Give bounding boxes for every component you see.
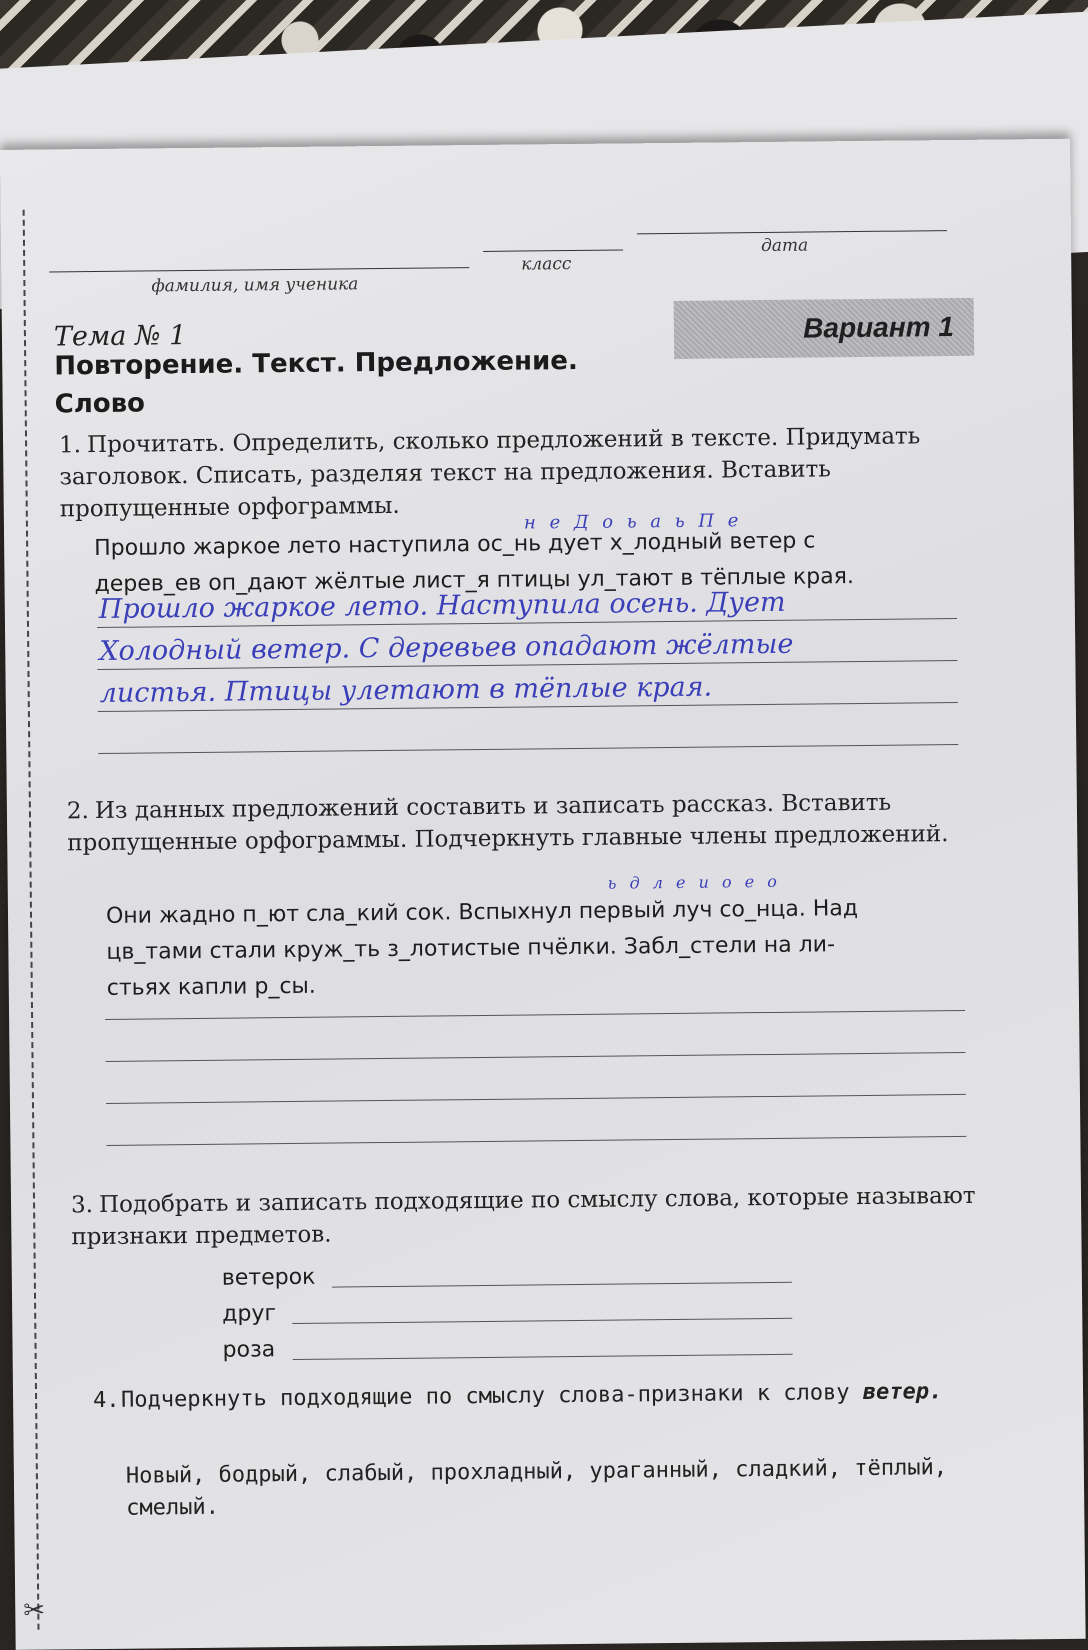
- task2-text: [106, 890, 987, 1007]
- writing-line[interactable]: [106, 1136, 966, 1146]
- class-line[interactable]: [483, 249, 623, 251]
- topic-number: Тема № 1: [53, 320, 187, 353]
- writing-line[interactable]: [106, 1052, 966, 1062]
- word-veterok: ветерок: [221, 1264, 316, 1291]
- handwritten-line: листья. Птицы улетают в тёплые края.: [99, 671, 713, 709]
- task4-instruction: [93, 1376, 993, 1417]
- word-drug: друг: [222, 1301, 277, 1327]
- student-name-line[interactable]: [49, 267, 469, 272]
- task1-instruction-text: Прочитать. Определить, сколько предложений в тексте. Придумать заголовок. Списать, разделяя текст на предложения. Вставить пропущенные орфограммы.: [59, 423, 921, 523]
- date-line[interactable]: [637, 230, 947, 234]
- writing-line[interactable]: [105, 1010, 965, 1020]
- task2-text-line3: стьях капли р_сы.: [106, 973, 316, 1001]
- task2-number: 2.: [66, 798, 90, 825]
- answer-line[interactable]: [293, 1354, 793, 1360]
- task1-number: 1.: [58, 432, 82, 459]
- task3-instruction: [71, 1180, 982, 1254]
- task1-text-line1: Прошло жаркое лето наступила ос_нь дует х_лодный ветер с: [94, 528, 816, 562]
- task2-instruction-text: Из данных предложений составить и записать рассказ. Вставить пропущенные орфограммы. Подчеркнуть главные члены предложений.: [67, 789, 949, 857]
- task2-text-line1: Они жадно п_ют сла_кий сок. Вспыхнул первый луч со_нца. Над: [105, 896, 859, 929]
- task1-handwritten-fills: н е Д о ь а ь П е: [523, 510, 743, 534]
- answer-line[interactable]: [292, 1318, 792, 1324]
- page-title: Повторение. Текст. Предложение. Слово: [54, 345, 578, 420]
- student-name-label: фамилия, имя ученика: [151, 274, 359, 297]
- task2-handwritten-fills: ь д л е и о е о: [607, 871, 781, 893]
- task2-text-line2: цв_тами стали круж_ть з_лотистые пчёлки. Забл_стели на ли-: [106, 932, 836, 965]
- answer-line[interactable]: [332, 1282, 792, 1288]
- word-roza: роза: [222, 1337, 276, 1363]
- task4-keyword: ветер.: [862, 1379, 943, 1406]
- handwritten-line: Холодный ветер. С деревьев опадают жёлтые: [99, 628, 794, 667]
- task2-instruction: [67, 786, 978, 860]
- class-label: класс: [521, 254, 572, 275]
- worksheet-page: [0, 139, 1086, 1650]
- task1-handwritten-answer: [99, 580, 970, 715]
- scissors-icon: ✂: [23, 1594, 46, 1625]
- task4-options[interactable]: Новый, бодрый, слабый, прохладный, ураганный, сладкий, тёплый, смелый.: [125, 1455, 948, 1521]
- task1-instruction: [59, 420, 960, 525]
- task3-number: 3.: [70, 1192, 94, 1219]
- writing-line[interactable]: [98, 744, 958, 754]
- variant-badge: Вариант 1: [674, 298, 975, 359]
- handwritten-line: Прошло жаркое лето. Наступила осень. Дует: [98, 586, 786, 625]
- task4-number: 4.: [92, 1387, 120, 1414]
- writing-line[interactable]: [106, 1094, 966, 1104]
- task3-instruction-text: Подобрать и записать подходящие по смыслу слова, которые называют признаки предметов.: [71, 1182, 976, 1251]
- task1-text-line2: дерев_ев оп_дают жёлтые лист_я птицы ул_тают в тёплые края.: [94, 564, 855, 598]
- cut-line: [23, 210, 40, 1630]
- task4-instruction-text: Подчеркнуть подходящие по смыслу слова-признаки к слову: [120, 1380, 850, 1413]
- date-label: дата: [760, 235, 809, 257]
